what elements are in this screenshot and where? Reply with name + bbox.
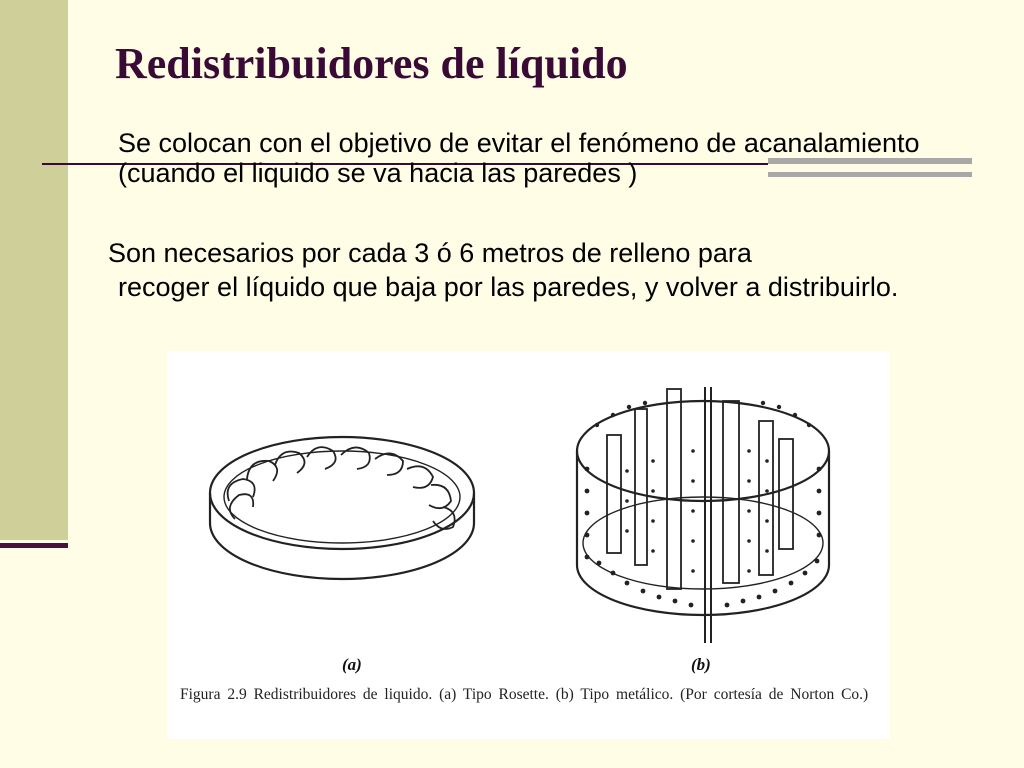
slide-title: Redistribuidores de líquido — [115, 39, 628, 88]
redistributor-figure — [167, 351, 890, 739]
figure-label-a: (a) — [342, 655, 362, 674]
paragraph-spacing-rest: recoger el líquido que baja por las paredes, y volver a distribuirlo. — [118, 272, 899, 302]
figure-caption: Figura 2.9 Redistribuidores de liquido. (a) Tipo Rosette. (b) Tipo metálico. (Por cortesía de Norton Co.) — [180, 686, 869, 703]
left-sidebar-band — [0, 0, 68, 540]
metallic-redistributor-drawing — [577, 387, 829, 643]
figure-label-b: (b) — [691, 655, 711, 674]
rosette-redistributor-drawing — [210, 437, 474, 579]
paragraph-purpose: Se colocan con el objetivo de evitar el fenómeno de acanalamiento (cuando el liquido se va hacia las paredes ) — [118, 128, 920, 188]
paragraph-spacing-line1: Son necesarios por cada 3 ó 6 metros de relleno para — [108, 238, 752, 268]
figure-drawings — [167, 351, 890, 739]
paragraph-spacing — [108, 236, 958, 304]
left-accent-line — [0, 543, 68, 548]
